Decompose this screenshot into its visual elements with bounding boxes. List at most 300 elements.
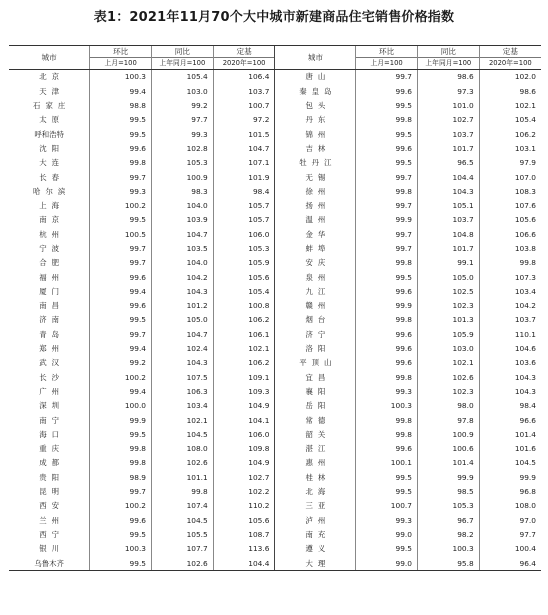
cell-yoy-left: 108.0: [152, 442, 214, 456]
cell-mom-right: 100.3: [356, 399, 418, 413]
cell-mom-left: 99.5: [90, 213, 152, 227]
cell-yoy-left: 104.7: [152, 227, 214, 241]
cell-mom-right: 99.5: [356, 156, 418, 170]
cell-city-right: 湛江: [275, 442, 356, 456]
cell-fixed-right: 104.2: [479, 299, 541, 313]
cell-mom-left: 99.5: [90, 313, 152, 327]
cell-yoy-right: 103.7: [417, 213, 479, 227]
cell-yoy-left: 99.3: [152, 127, 214, 141]
header-city-left: 城市: [9, 46, 90, 70]
cell-fixed-left: 106.0: [213, 227, 275, 241]
cell-yoy-right: 102.3: [417, 385, 479, 399]
cell-city-left: 广州: [39, 386, 65, 396]
cell-mom-right: 99.8: [356, 370, 418, 384]
cell-fixed-left: 113.6: [213, 542, 275, 556]
cell-city-right: 韶关: [275, 427, 356, 441]
cell-yoy-right: 98.6: [417, 70, 479, 85]
cell-yoy-right: 99.9: [417, 470, 479, 484]
cell-yoy-right: 102.3: [417, 299, 479, 313]
subheader-yoy-left: 上年同月=100: [152, 58, 214, 70]
cell-fixed-left: 104.7: [213, 141, 275, 155]
cell-fixed-right: 103.8: [479, 242, 541, 256]
cell-mom-right: 99.5: [356, 542, 418, 556]
cell-fixed-right: 96.8: [479, 485, 541, 499]
cell-fixed-left: 105.6: [213, 270, 275, 284]
cell-yoy-right: 101.7: [417, 242, 479, 256]
cell-fixed-left: 105.6: [213, 513, 275, 527]
cell-yoy-left: 104.5: [152, 513, 214, 527]
cell-mom-left: 99.6: [90, 141, 152, 155]
cell-yoy-left: 101.2: [152, 299, 214, 313]
table-row: [9, 284, 541, 298]
cell-fixed-right: 99.8: [479, 256, 541, 270]
cell-mom-left: 99.5: [90, 113, 152, 127]
cell-yoy-right: 101.7: [417, 141, 479, 155]
cell-fixed-right: 104.6: [479, 342, 541, 356]
cell-city-left: 昆明: [39, 487, 65, 497]
table-row: [9, 127, 541, 141]
cell-mom-right: 99.9: [356, 299, 418, 313]
cell-mom-right: 99.7: [356, 199, 418, 213]
table-row: [9, 499, 541, 513]
table-body: [9, 70, 541, 571]
cell-mom-right: 99.8: [356, 256, 418, 270]
table-row: [9, 84, 541, 98]
cell-city-left: 青岛: [39, 329, 65, 339]
cell-city-right: 济宁: [275, 327, 356, 341]
cell-city-left: 长沙: [39, 372, 65, 382]
cell-yoy-right: 103.7: [417, 127, 479, 141]
cell-mom-left: 99.7: [90, 256, 152, 270]
subheader-mom-right: 上月=100: [356, 58, 418, 70]
cell-yoy-right: 98.5: [417, 485, 479, 499]
cell-fixed-right: 106.2: [479, 127, 541, 141]
cell-yoy-right: 102.6: [417, 370, 479, 384]
cell-yoy-left: 103.4: [152, 399, 214, 413]
cell-fixed-right: 102.0: [479, 70, 541, 85]
cell-fixed-left: 105.7: [213, 199, 275, 213]
cell-mom-right: 99.5: [356, 127, 418, 141]
table-row: [9, 556, 541, 571]
cell-mom-right: 99.7: [356, 170, 418, 184]
cell-fixed-left: 104.9: [213, 456, 275, 470]
cell-mom-left: 99.4: [90, 84, 152, 98]
cell-mom-left: 99.5: [90, 528, 152, 542]
cell-fixed-left: 102.2: [213, 485, 275, 499]
cell-city-right: 锦州: [275, 127, 356, 141]
cell-fixed-right: 103.4: [479, 284, 541, 298]
cell-fixed-right: 104.3: [479, 370, 541, 384]
cell-city-left: 南宁: [39, 415, 65, 425]
cell-city-right: 桂林: [275, 470, 356, 484]
table-row: [9, 542, 541, 556]
cell-mom-right: 100.1: [356, 456, 418, 470]
cell-yoy-left: 100.9: [152, 170, 214, 184]
table-row: [9, 156, 541, 170]
cell-city-left: 上海: [39, 201, 65, 211]
cell-city-right: 徐州: [275, 184, 356, 198]
table-row: [9, 170, 541, 184]
cell-mom-right: 99.5: [356, 99, 418, 113]
cell-yoy-left: 102.1: [152, 413, 214, 427]
cell-mom-right: 99.8: [356, 184, 418, 198]
cell-yoy-right: 105.9: [417, 327, 479, 341]
cell-yoy-left: 105.5: [152, 528, 214, 542]
table-row: [9, 113, 541, 127]
cell-city-right: 秦皇岛: [275, 84, 356, 98]
cell-city-left: 兰州: [39, 515, 65, 525]
cell-fixed-left: 106.1: [213, 327, 275, 341]
cell-city-right: 唐山: [275, 70, 356, 85]
cell-yoy-left: 97.7: [152, 113, 214, 127]
cell-yoy-right: 103.0: [417, 342, 479, 356]
cell-yoy-left: 98.3: [152, 184, 214, 198]
cell-city-right: 吉林: [275, 141, 356, 155]
cell-city-right: 温州: [275, 213, 356, 227]
cell-fixed-left: 104.4: [213, 556, 275, 571]
cell-fixed-left: 110.2: [213, 499, 275, 513]
cell-yoy-left: 104.0: [152, 199, 214, 213]
cell-yoy-right: 101.4: [417, 456, 479, 470]
cell-city-left: 太原: [39, 115, 65, 125]
cell-yoy-left: 105.3: [152, 156, 214, 170]
cell-city-left: 杭州: [39, 229, 65, 239]
cell-yoy-left: 107.7: [152, 542, 214, 556]
cell-fixed-right: 97.7: [479, 528, 541, 542]
cell-mom-right: 99.8: [356, 413, 418, 427]
cell-yoy-right: 105.3: [417, 499, 479, 513]
cell-mom-right: 99.7: [356, 70, 418, 85]
cell-yoy-right: 104.4: [417, 170, 479, 184]
cell-fixed-right: 104.3: [479, 385, 541, 399]
cell-yoy-right: 96.7: [417, 513, 479, 527]
cell-city-left: 深圳: [39, 401, 65, 411]
cell-mom-left: 100.2: [90, 370, 152, 384]
table-row: [9, 184, 541, 198]
cell-city-right: 惠州: [275, 456, 356, 470]
table-row: [9, 313, 541, 327]
cell-fixed-left: 100.7: [213, 99, 275, 113]
cell-yoy-right: 98.0: [417, 399, 479, 413]
table-row: [9, 70, 541, 85]
cell-mom-left: 100.2: [90, 499, 152, 513]
header-mom-left: 环比: [90, 46, 152, 58]
cell-city-right: 扬州: [275, 199, 356, 213]
cell-fixed-right: 97.0: [479, 513, 541, 527]
cell-mom-right: 99.7: [356, 242, 418, 256]
table-row: [9, 256, 541, 270]
cell-yoy-left: 104.0: [152, 256, 214, 270]
table-title: 表1：2021年11月70个大中城市新建商品住宅销售价格指数: [93, 10, 455, 25]
cell-yoy-right: 102.1: [417, 356, 479, 370]
cell-yoy-left: 102.8: [152, 141, 214, 155]
table-row: [9, 470, 541, 484]
subheader-mom-left: 上月=100: [90, 58, 152, 70]
cell-yoy-right: 105.0: [417, 270, 479, 284]
cell-yoy-left: 104.2: [152, 270, 214, 284]
cell-mom-right: 99.6: [356, 342, 418, 356]
cell-mom-right: 99.8: [356, 427, 418, 441]
cell-city-left: 福州: [39, 272, 65, 282]
cell-mom-left: 98.8: [90, 99, 152, 113]
cell-city-right: 无锡: [275, 170, 356, 184]
cell-yoy-right: 96.5: [417, 156, 479, 170]
cell-mom-left: 98.9: [90, 470, 152, 484]
cell-yoy-right: 102.5: [417, 284, 479, 298]
cell-city-left: 大连: [39, 158, 65, 168]
cell-fixed-right: 107.0: [479, 170, 541, 184]
cell-city-right: 泸州: [275, 513, 356, 527]
cell-fixed-right: 98.4: [479, 399, 541, 413]
cell-yoy-left: 103.0: [152, 84, 214, 98]
table-row: [9, 213, 541, 227]
cell-yoy-right: 104.3: [417, 184, 479, 198]
cell-fixed-left: 108.7: [213, 528, 275, 542]
cell-fixed-right: 97.9: [479, 156, 541, 170]
subheader-fixed-right: 2020年=100: [479, 58, 541, 70]
cell-yoy-left: 104.7: [152, 327, 214, 341]
header-row: [9, 46, 541, 58]
cell-mom-right: 99.0: [356, 528, 418, 542]
cell-city-left: 北京: [39, 72, 65, 82]
cell-fixed-left: 106.0: [213, 427, 275, 441]
table-row: [9, 413, 541, 427]
cell-city-left: 呼和浩特: [34, 129, 64, 139]
cell-mom-right: 99.3: [356, 385, 418, 399]
table-row: [9, 141, 541, 155]
cell-mom-left: 99.7: [90, 242, 152, 256]
cell-fixed-right: 101.4: [479, 427, 541, 441]
cell-yoy-left: 104.3: [152, 356, 214, 370]
cell-city-left: 重庆: [39, 444, 65, 454]
cell-yoy-left: 104.5: [152, 427, 214, 441]
cell-yoy-left: 102.6: [152, 456, 214, 470]
cell-mom-left: 99.8: [90, 456, 152, 470]
cell-fixed-left: 105.9: [213, 256, 275, 270]
cell-fixed-right: 103.1: [479, 141, 541, 155]
price-index-table: [9, 45, 541, 571]
cell-city-right: 平顶山: [275, 356, 356, 370]
cell-yoy-left: 102.6: [152, 556, 214, 571]
table-row: [9, 342, 541, 356]
cell-city-left: 郑州: [39, 344, 65, 354]
cell-mom-left: 99.7: [90, 327, 152, 341]
cell-city-left: 宁波: [39, 244, 65, 253]
cell-yoy-left: 106.3: [152, 385, 214, 399]
cell-mom-left: 99.6: [90, 513, 152, 527]
cell-mom-right: 99.6: [356, 284, 418, 298]
cell-yoy-right: 100.9: [417, 427, 479, 441]
cell-fixed-right: 104.5: [479, 456, 541, 470]
cell-fixed-left: 106.4: [213, 70, 275, 85]
cell-city-right: 岳阳: [275, 399, 356, 413]
cell-fixed-left: 97.2: [213, 113, 275, 127]
cell-city-left: 西宁: [39, 529, 65, 539]
cell-fixed-right: 106.6: [479, 227, 541, 241]
cell-city-left: 成都: [39, 458, 65, 468]
cell-city-left: 长春: [39, 172, 65, 182]
cell-mom-left: 100.3: [90, 542, 152, 556]
cell-city-right: 蚌埠: [275, 242, 356, 256]
cell-mom-right: 99.9: [356, 213, 418, 227]
header-mom-right: 环比: [356, 46, 418, 58]
table-row: [9, 99, 541, 113]
cell-fixed-left: 107.1: [213, 156, 275, 170]
cell-yoy-right: 97.8: [417, 413, 479, 427]
cell-mom-right: 99.7: [356, 227, 418, 241]
cell-mom-right: 99.6: [356, 356, 418, 370]
cell-fixed-right: 107.6: [479, 199, 541, 213]
cell-mom-right: 99.5: [356, 270, 418, 284]
cell-mom-right: 99.8: [356, 113, 418, 127]
cell-city-right: 金华: [275, 227, 356, 241]
cell-city-right: 九江: [275, 284, 356, 298]
table-row: [9, 385, 541, 399]
cell-fixed-right: 96.4: [479, 556, 541, 571]
header-fixed-left: 定基: [213, 46, 275, 58]
cell-city-right: 丹东: [275, 113, 356, 127]
cell-city-left: 海口: [39, 429, 65, 439]
cell-fixed-right: 103.6: [479, 356, 541, 370]
table-row: [9, 356, 541, 370]
cell-city-right: 洛阳: [275, 342, 356, 356]
cell-yoy-left: 107.5: [152, 370, 214, 384]
cell-yoy-right: 100.6: [417, 442, 479, 456]
header-yoy-left: 同比: [152, 46, 214, 58]
cell-fixed-right: 110.1: [479, 327, 541, 341]
cell-yoy-left: 101.1: [152, 470, 214, 484]
cell-fixed-left: 105.3: [213, 242, 275, 256]
cell-yoy-right: 95.8: [417, 556, 479, 571]
cell-city-right: 牡丹江: [275, 156, 356, 170]
cell-yoy-left: 104.3: [152, 284, 214, 298]
cell-city-left: 济南: [39, 315, 65, 325]
cell-fixed-right: 105.6: [479, 213, 541, 227]
cell-fixed-left: 102.7: [213, 470, 275, 484]
cell-yoy-left: 102.4: [152, 342, 214, 356]
cell-mom-left: 99.3: [90, 184, 152, 198]
table-row: [9, 299, 541, 313]
cell-mom-right: 99.5: [356, 470, 418, 484]
cell-mom-left: 99.5: [90, 127, 152, 141]
cell-yoy-right: 101.3: [417, 313, 479, 327]
table-row: [9, 399, 541, 413]
cell-yoy-right: 97.3: [417, 84, 479, 98]
cell-fixed-left: 102.1: [213, 342, 275, 356]
cell-mom-left: 99.7: [90, 170, 152, 184]
cell-city-left: 银川: [39, 544, 65, 554]
cell-fixed-left: 98.4: [213, 184, 275, 198]
cell-fixed-left: 105.4: [213, 284, 275, 298]
cell-city-right: 遵义: [275, 542, 356, 556]
cell-city-left: 哈尔滨: [33, 186, 71, 196]
cell-city-left: 合肥: [39, 258, 65, 268]
table-row: [9, 513, 541, 527]
cell-fixed-left: 106.2: [213, 356, 275, 370]
cell-fixed-right: 105.4: [479, 113, 541, 127]
cell-city-right: 三亚: [275, 499, 356, 513]
cell-yoy-left: 105.4: [152, 70, 214, 85]
header-fixed-right: 定基: [479, 46, 541, 58]
cell-mom-left: 99.8: [90, 442, 152, 456]
cell-mom-left: 99.7: [90, 485, 152, 499]
cell-fixed-left: 109.3: [213, 385, 275, 399]
cell-city-right: 包头: [275, 99, 356, 113]
cell-fixed-right: 108.3: [479, 184, 541, 198]
cell-mom-left: 99.8: [90, 156, 152, 170]
cell-mom-left: 99.4: [90, 385, 152, 399]
cell-mom-left: 99.6: [90, 299, 152, 313]
cell-mom-left: 100.5: [90, 227, 152, 241]
cell-yoy-right: 100.3: [417, 542, 479, 556]
table-row: [9, 370, 541, 384]
cell-mom-right: 99.0: [356, 556, 418, 571]
table-row: [9, 456, 541, 470]
cell-yoy-right: 101.0: [417, 99, 479, 113]
cell-fixed-right: 108.0: [479, 499, 541, 513]
cell-fixed-left: 103.7: [213, 84, 275, 98]
cell-city-left: 厦门: [39, 286, 65, 296]
subheader-fixed-left: 2020年=100: [213, 58, 275, 70]
cell-fixed-right: 96.6: [479, 413, 541, 427]
table-row: [9, 327, 541, 341]
cell-city-left: 沈阳: [39, 143, 65, 153]
cell-fixed-left: 101.9: [213, 170, 275, 184]
cell-yoy-right: 105.1: [417, 199, 479, 213]
cell-mom-right: 99.8: [356, 313, 418, 327]
cell-city-left: 天津: [39, 86, 65, 96]
table-row: [9, 528, 541, 542]
cell-mom-left: 99.5: [90, 427, 152, 441]
cell-mom-left: 100.2: [90, 199, 152, 213]
cell-mom-right: 100.7: [356, 499, 418, 513]
cell-city-right: 烟台: [275, 313, 356, 327]
cell-mom-left: 100.0: [90, 399, 152, 413]
cell-yoy-left: 105.0: [152, 313, 214, 327]
cell-mom-right: 99.6: [356, 442, 418, 456]
cell-city-left: 西安: [39, 501, 65, 511]
cell-city-left: 南京: [39, 215, 65, 225]
header-yoy-right: 同比: [417, 46, 479, 58]
cell-mom-left: 99.2: [90, 356, 152, 370]
cell-fixed-right: 102.1: [479, 99, 541, 113]
cell-city-right: 常德: [275, 413, 356, 427]
table-row: [9, 227, 541, 241]
cell-yoy-right: 104.8: [417, 227, 479, 241]
cell-fixed-left: 100.8: [213, 299, 275, 313]
cell-fixed-right: 107.3: [479, 270, 541, 284]
cell-fixed-left: 101.5: [213, 127, 275, 141]
cell-city-right: 赣州: [275, 299, 356, 313]
cell-yoy-right: 99.1: [417, 256, 479, 270]
table-row: [9, 427, 541, 441]
table-row: [9, 485, 541, 499]
cell-mom-right: 99.6: [356, 327, 418, 341]
cell-fixed-right: 99.9: [479, 470, 541, 484]
cell-city-right: 安庆: [275, 256, 356, 270]
cell-mom-right: 99.3: [356, 513, 418, 527]
cell-fixed-left: 104.1: [213, 413, 275, 427]
table-row: [9, 199, 541, 213]
table-row: [9, 442, 541, 456]
cell-mom-left: 99.9: [90, 413, 152, 427]
cell-fixed-right: 98.6: [479, 84, 541, 98]
cell-mom-right: 99.5: [356, 485, 418, 499]
cell-mom-left: 99.6: [90, 270, 152, 284]
table-row: [9, 242, 541, 256]
cell-city-left: 贵阳: [39, 472, 65, 482]
cell-yoy-left: 103.9: [152, 213, 214, 227]
